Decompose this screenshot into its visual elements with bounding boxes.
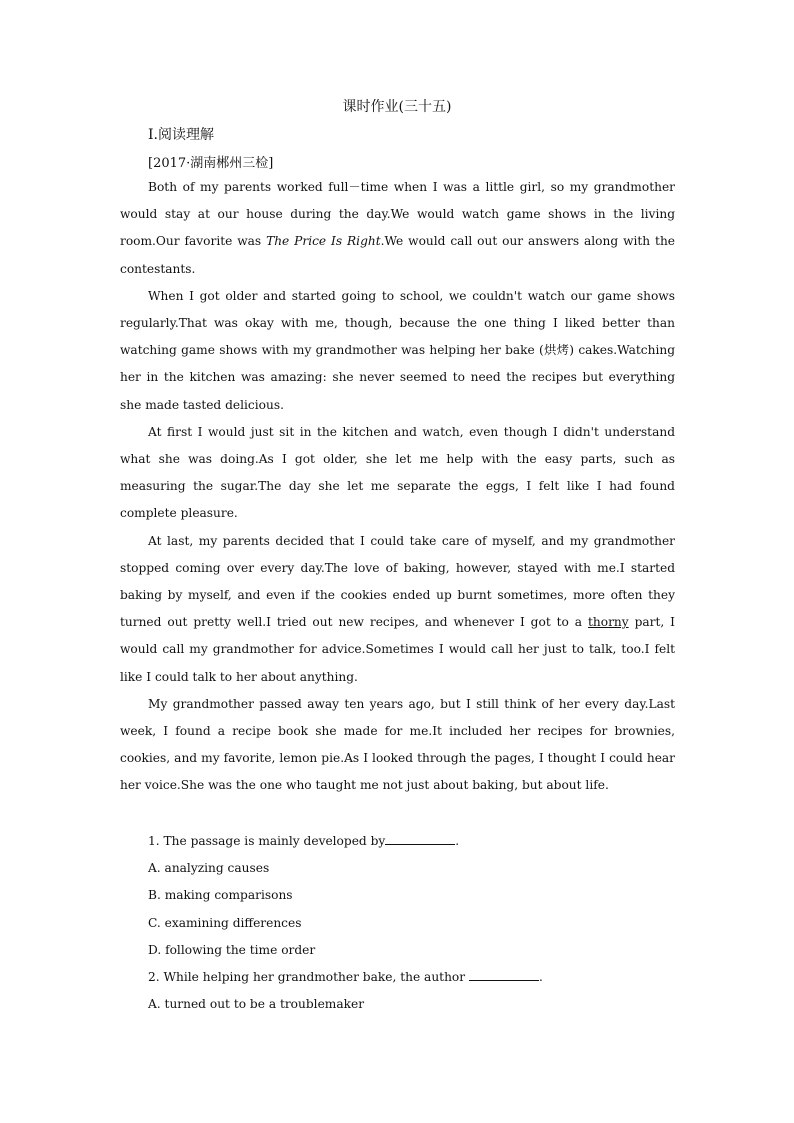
paragraph-text: part, I would call my grandmother for advice.Sometimes I would call her just to talk, too.I felt like I could talk to her about anything.: [120, 615, 675, 684]
option-1b: B. making comparisons: [148, 888, 293, 903]
reading-passage: [120, 174, 675, 800]
paragraph-text: .We would call out our answers along with the contestants.: [120, 234, 676, 276]
paragraph-text: Both of my parents worked full－time when I was a little girl, so my grandmother would stay at our house during the day.We would watch game shows in the living room.Our favorite was: [120, 180, 675, 249]
page-title: 课时作业(三十五): [342, 99, 452, 115]
paragraph-4: [120, 528, 675, 691]
show-title: The Price Is Right: [266, 234, 381, 249]
option-1c: C. examining differences: [148, 915, 302, 930]
source-label: [2017·湖南郴州三检]: [148, 156, 274, 171]
paragraph-2: When I got older and started going to school, we couldn't watch our game shows regularly.That was okay with me, though, because the one thing I liked better than watching game shows with my grandmother was helping her bake (烘烤) cakes.Watching her in the kitchen was amazing: she never seemed to need the recipes but everything she made tasted delicious.: [120, 288, 675, 412]
question-text-end: .: [538, 970, 543, 985]
section-heading: Ⅰ.阅读理解: [148, 127, 214, 143]
paragraph-1: [120, 174, 675, 283]
option-2a: A. turned out to be a troublemaker: [148, 997, 365, 1012]
question-list: [148, 828, 675, 1018]
underlined-word: thorny: [588, 615, 629, 630]
paragraph-5: My grandmother passed away ten years ago, but I still think of her every day.Last week, I found a recipe book she made for me.It included her recipes for brownies, cookies, and my favorite, lemon pie.As I looked through the pages, I thought I could hear her voice.She was the one who taught me not just about baking, but about life.: [120, 696, 675, 793]
paragraph-text: At last, my parents decided that I could take care of myself, and my grandmother stopped coming over every day.The love of baking, however, stayed with me.I started baking by myself, and even if the cookies ended up burnt sometimes, more often they turned out pretty well.I tried out new recipes, and whenever I got to a: [120, 533, 675, 630]
question-text-end: .: [455, 834, 460, 848]
option-1a: A. analyzing causes: [148, 861, 270, 876]
answer-blank: [469, 968, 539, 981]
question-2: [148, 964, 675, 991]
paragraph-3: At first I would just sit in the kitchen and watch, even though I didn't understand what she was doing.As I got older, she let me help with the easy parts, such as measuring the sugar.The day she let me separate the eggs, I felt like I had found complete pleasure.: [120, 424, 675, 521]
answer-blank: [385, 832, 455, 845]
question-1: [148, 828, 675, 855]
option-1d: D. following the time order: [148, 942, 316, 957]
question-text: 2. While helping her grandmother bake, the author: [148, 970, 469, 985]
question-text: 1. The passage is mainly developed by: [148, 834, 386, 848]
